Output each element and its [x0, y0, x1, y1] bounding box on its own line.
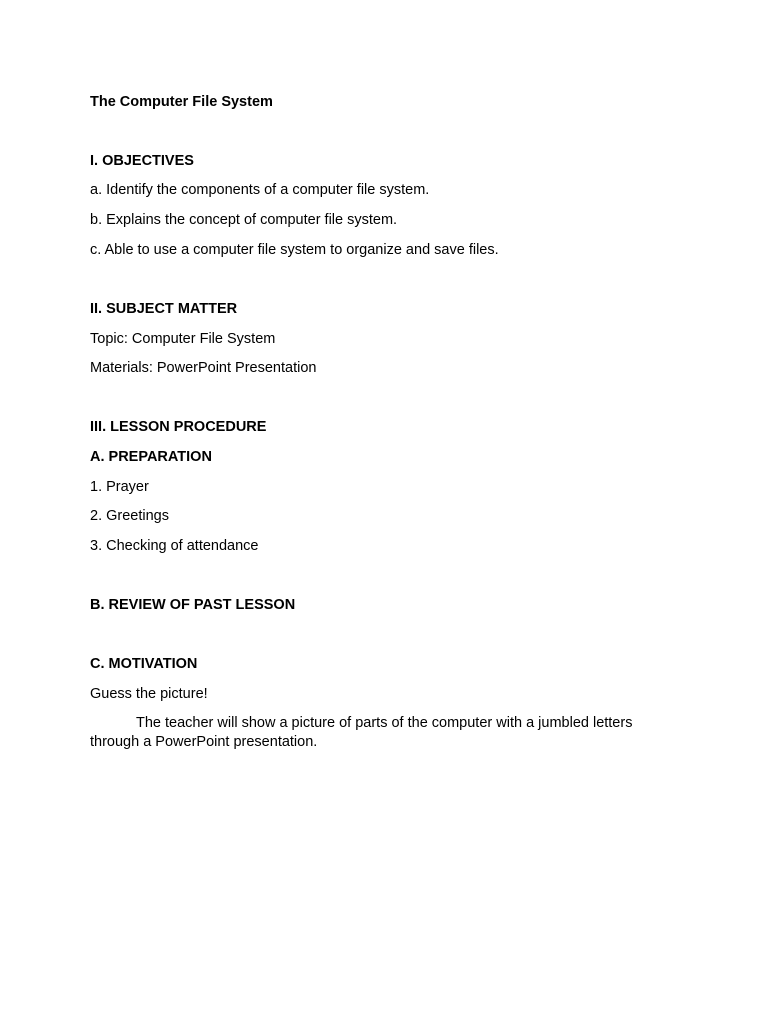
lesson-procedure-heading: III. LESSON PROCEDURE	[90, 419, 267, 435]
preparation-item: 3. Checking of attendance	[90, 538, 259, 554]
preparation-item: 2. Greetings	[90, 508, 169, 524]
review-heading: B. REVIEW OF PAST LESSON	[90, 597, 296, 613]
objective-item: c. Able to use a computer file system to organize and save files.	[90, 242, 499, 258]
motivation-heading: C. MOTIVATION	[90, 656, 198, 672]
objective-item: a. Identify the components of a computer file system.	[90, 182, 430, 198]
subject-topic: Topic: Computer File System	[90, 331, 276, 347]
objective-item: b. Explains the concept of computer file system.	[90, 212, 398, 228]
subject-materials: Materials: PowerPoint Presentation	[90, 360, 317, 376]
document-title: The Computer File System	[90, 94, 273, 110]
objectives-heading: I. OBJECTIVES	[90, 153, 194, 169]
subject-matter-heading: II. SUBJECT MATTER	[90, 301, 238, 317]
preparation-item: 1. Prayer	[90, 479, 149, 495]
preparation-heading: A. PREPARATION	[90, 449, 212, 465]
motivation-lead: Guess the picture!	[90, 686, 208, 702]
motivation-paragraph-text: The teacher will show a picture of parts of the computer with a jumbled letters through a PowerPoint presentation.	[90, 715, 633, 750]
motivation-paragraph	[90, 714, 665, 752]
